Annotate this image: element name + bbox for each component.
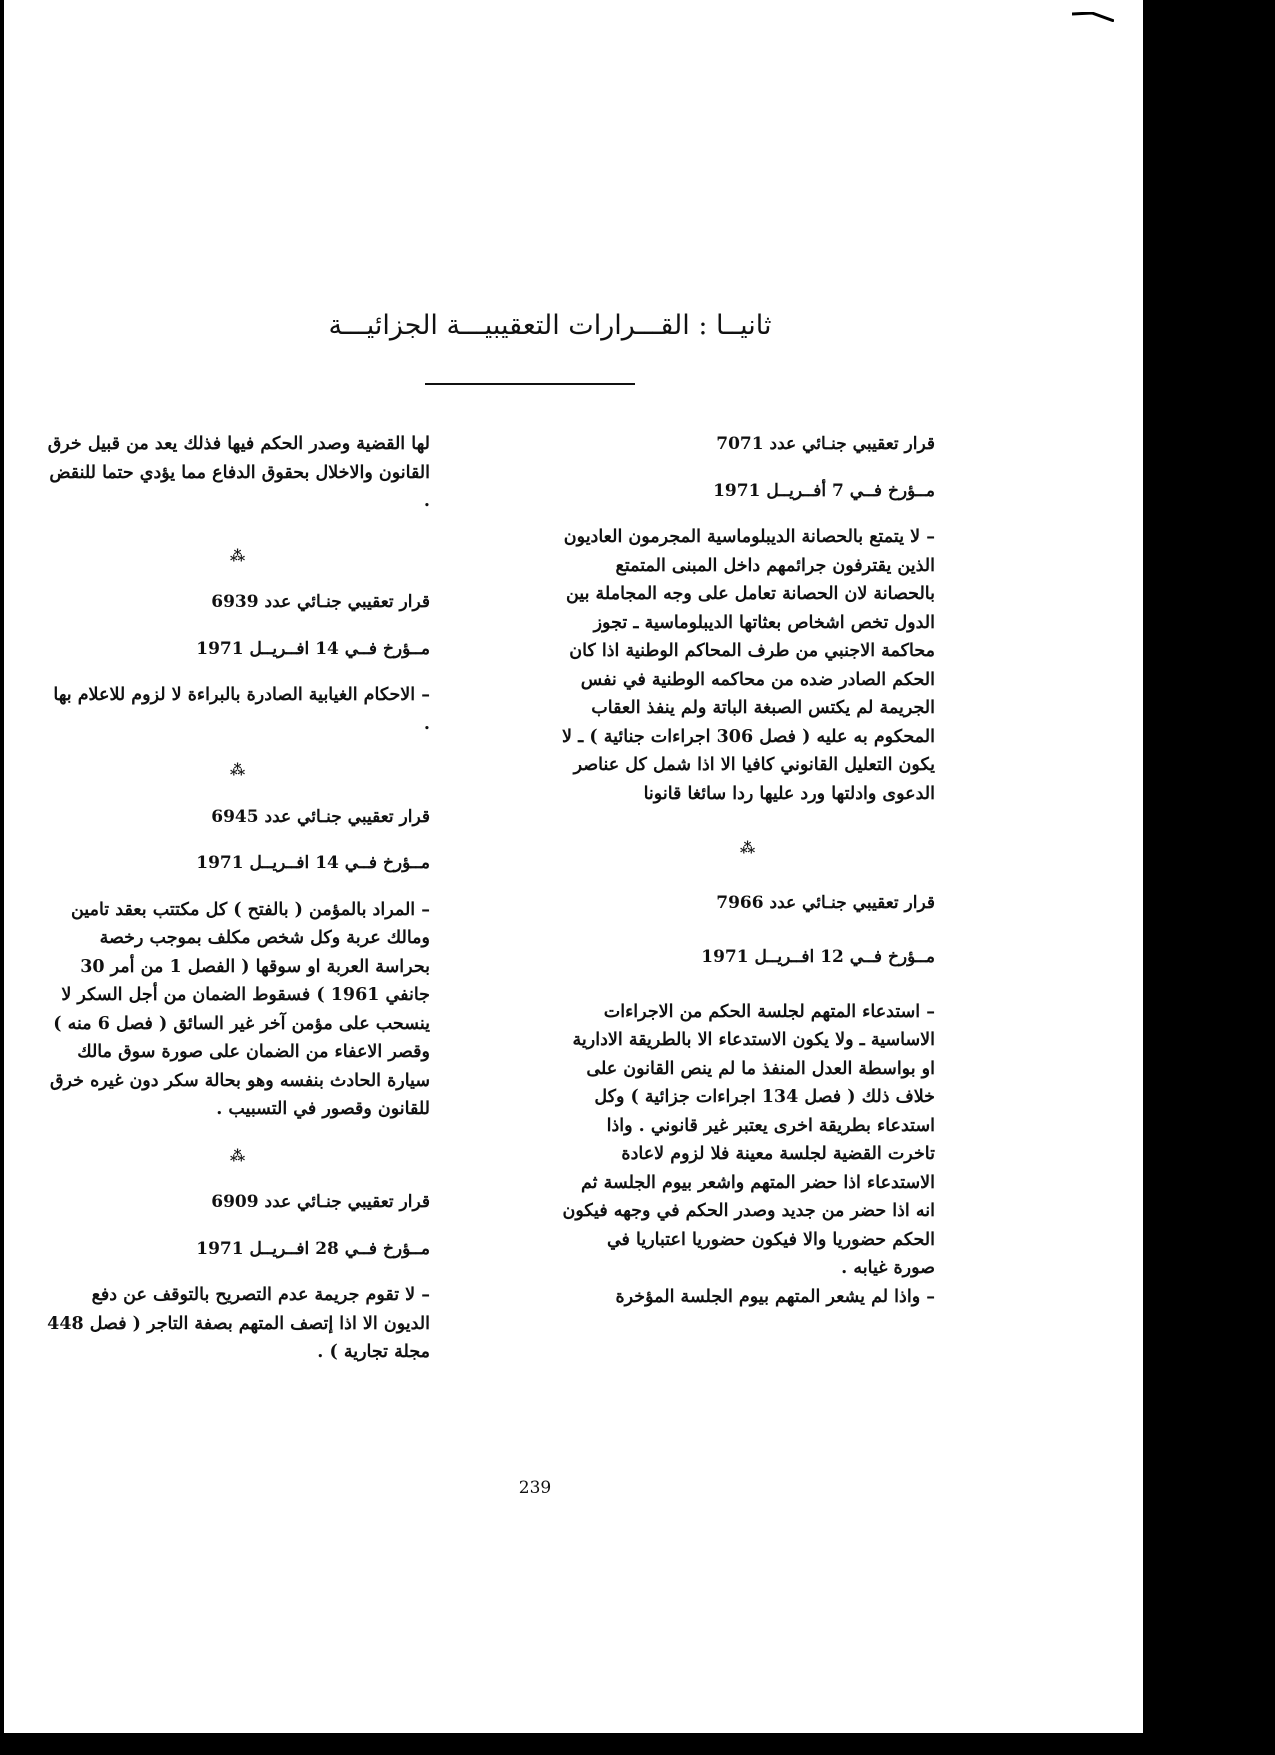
decision-body-6939: – الاحكام الغيابية الصادرة بالبراءة لا لزوم للاعلام بها .: [53, 685, 430, 734]
decision-body-7071: – لا يتمتع بالحصانة الديبلوماسية المجرمون العاديون الذين يقترفون جرائمهم داخل المبنى المتمتع بالحصانة لان الحصانة تعامل على وجه المجاملة بين الدول تخص اشخاص بعثاتها الديبلوماسية ـ تجوز محاكمة الاجنبي من طرف المحاكم الوطنية اذا كان الحكم الصادر ضده من محاكمه الوطنية في نفس الجريمة لم يكتس الصبغة الباتة ولم ينفذ العقاب المحكوم به عليه ( فصل 306 اجراءات جنائية ) ـ لا يكون التعليل القانوني كافيا الا اذا شمل كل عناصر الدعوى وادلتها ورد عليها ردا سائغا قانونا: [562, 527, 935, 804]
title-underline: [425, 383, 635, 385]
continued-text: لها القضية وصدر الحكم فيها فذلك يعد من قبيل خرق القانون والاخلال بحقوق الدفاع مما يؤدي حتما للنقض .: [47, 434, 430, 511]
section-divider: ⁂: [739, 839, 756, 857]
decision-date-7966: مــؤرخ فــي 12 افــريــل 1971: [701, 947, 935, 967]
page-title: ثانيــا : القـــرارات التعقيبيـــة الجزائيـــة: [328, 310, 772, 341]
page-number: 239: [518, 1478, 552, 1498]
decision-date-7071: مــؤرخ فــي 7 أفــريــل 1971: [713, 480, 935, 501]
section-divider: ⁂: [229, 761, 246, 779]
decision-body-7966-continued: – واذا لم يشعر المتهم بيوم الجلسة المؤخرة: [615, 1286, 935, 1307]
section-divider: ⁂: [229, 1146, 246, 1165]
decision-body-7966: – استدعاء المتهم لجلسة الحكم من الاجراءات الاساسية ـ ولا يكون الاستدعاء الا بالطريقة الادارية او بواسطة العدل المنفذ ما لم ينص القانون على خلاف ذلك ( فصل 134 اجراءات جزائية ) وكل استدعاء بطريقة اخرى يعتبر غير قانوني . واذا تاخرت القضية لجلسة معينة فلا لزوم لاعادة الاستدعاء اذا حضر المتهم واشعر بيوم الجلسة ثم انه اذا حضر من جديد وصدر الحكم في وجهه فيكون الحكم حضوريا والا فيكون حضوريا اعتباريا في صورة غيابه .: [562, 1001, 935, 1278]
decision-heading-6939: قرار تعقيبي جنـائي عدد 6939: [211, 592, 430, 612]
decision-date-6909: مــؤرخ فــي 28 افــريــل 1971: [196, 1238, 430, 1259]
scan-edge-right: [1143, 0, 1275, 1755]
decision-heading-7071: قرار تعقيبي جنـائي عدد 7071: [716, 434, 935, 454]
decision-heading-6945: قرار تعقيبي جنـائي عدد 6945: [211, 806, 430, 827]
decision-body-6945: – المراد بالمؤمن ( بالفتح ) كل مكتتب بعقد تامين ومالك عربة وكل شخص مكلف بموجب رخصة بحراسة العربة او سوقها ( الفصل 1 من أمر 30 جانفي 1961 ) فسقوط الضمان من أجل السكر لا ينسحب على مؤمن آخر غير السائق ( فصل 6 منه ) وقصر الاعفاء من الضمان على صورة سوق مالك سيارة الحادث بنفسه وهو بحالة سكر دون غيره خرق للقانون وقصور في التسبيب .: [49, 899, 430, 1119]
decision-heading-6909: قرار تعقيبي جنـائي عدد 6909: [211, 1192, 430, 1212]
decision-heading-7966: قرار تعقيبي جنـائي عدد 7966: [716, 892, 935, 913]
decision-date-6945: مــؤرخ فــي 14 افــريــل 1971: [196, 853, 430, 873]
scan-edge-bottom: [0, 1733, 1275, 1755]
decision-body-6909: – لا تقوم جريمة عدم التصريح بالتوقف عن دفع الديون الا اذا إتصف المتهم بصفة التاجر ( فصل 448 مجلة تجارية ) .: [47, 1285, 430, 1362]
left-column: [45, 430, 430, 1367]
decision-date-6939: مــؤرخ فــي 14 افــريــل 1971: [196, 638, 430, 659]
right-column: [560, 430, 935, 1311]
section-divider: ⁂: [229, 546, 246, 565]
